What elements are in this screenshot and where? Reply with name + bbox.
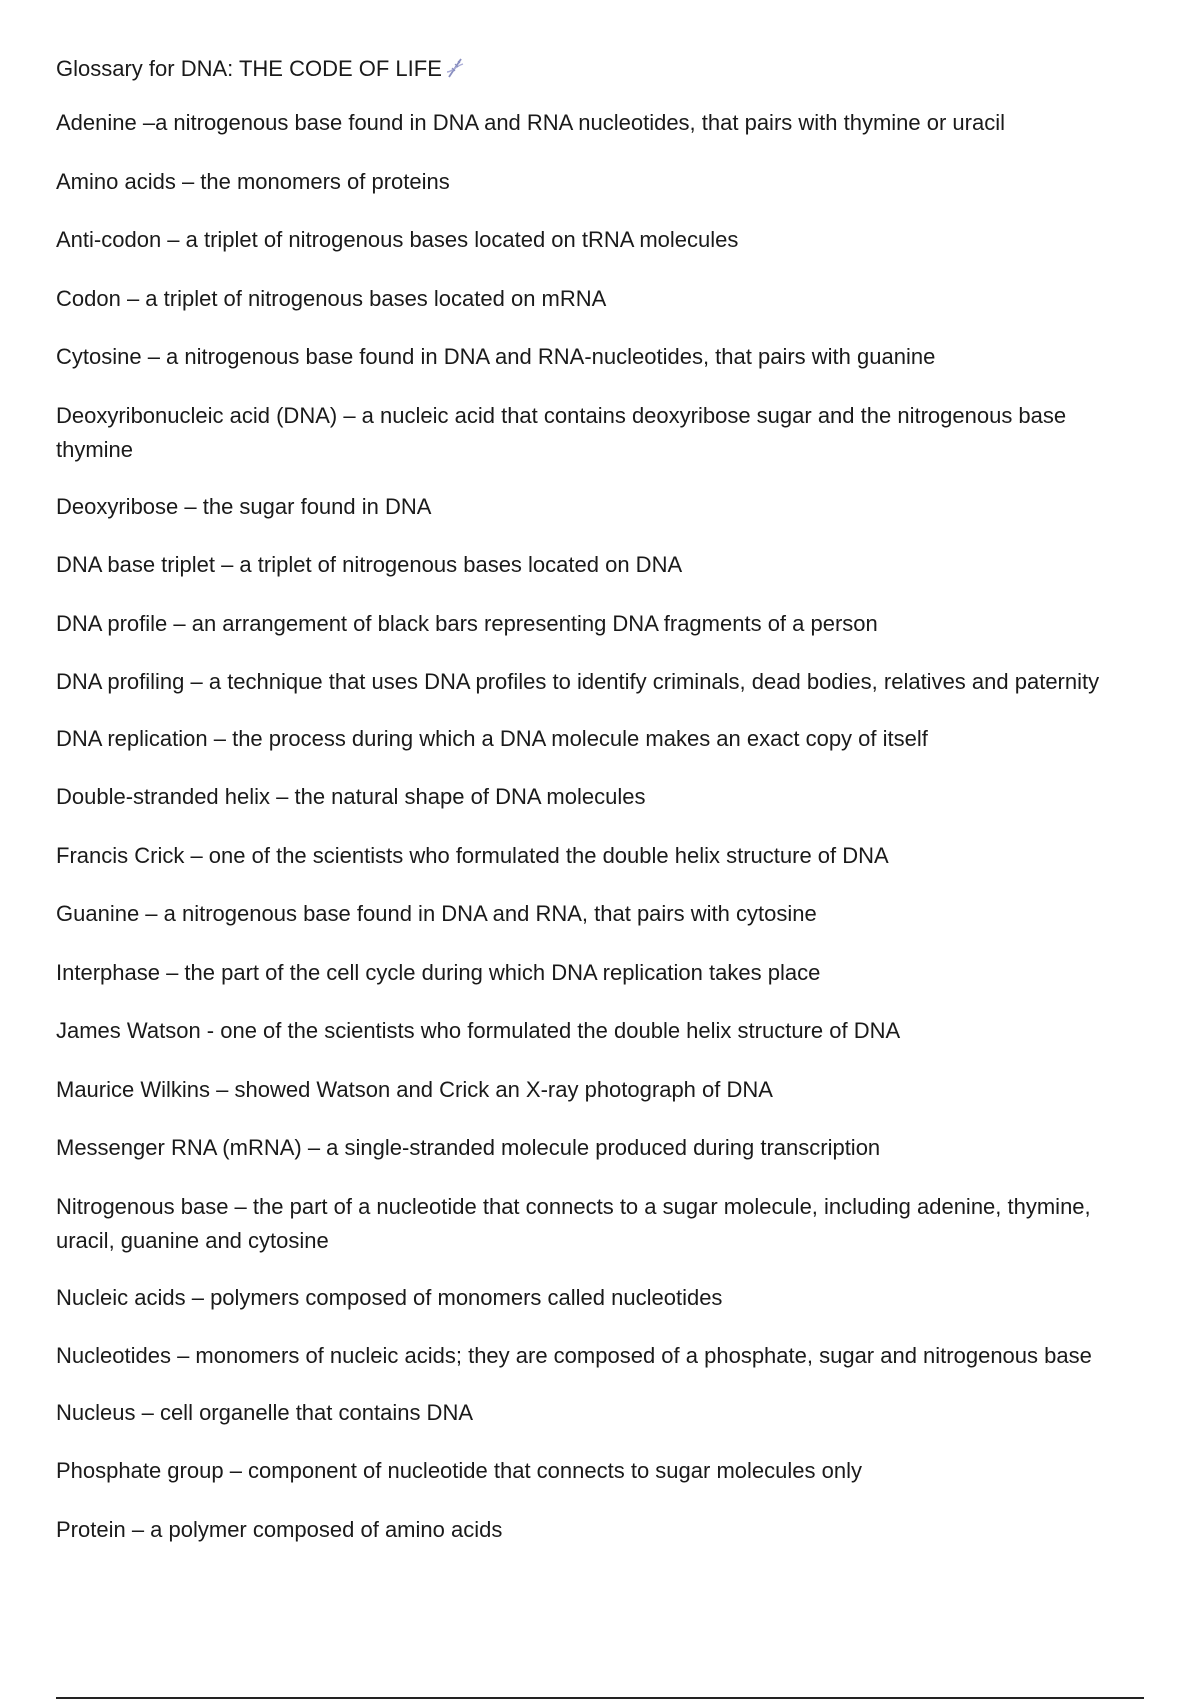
glossary-entry-double-stranded-helix: Double-stranded helix – the natural shape of DNA molecules [56,784,646,809]
glossary-entry-codon: Codon – a triplet of nitrogenous bases located on mRNA [56,285,607,311]
glossary-entry-deoxyribose: Deoxyribose – the sugar found in DNA [56,493,432,519]
glossary-entry-cytosine: Cytosine – a nitrogenous base found in DNA and RNA-nucleotides, that pairs with guanine [56,344,936,369]
dna-icon [443,56,467,80]
glossary-entry-dna-profiling: DNA profiling – a technique that uses DNA profiles to identify criminals, dead bodies, relatives and paternity [56,669,1100,694]
glossary-entry-amino-acids: Amino acids – the monomers of proteins [56,168,450,194]
glossary-entry-nucleus: Nucleus – cell organelle that contains DNA [56,1399,474,1425]
glossary-entry-dna-profile: DNA profile – an arrangement of black bars representing DNA fragments of a person [56,610,878,636]
glossary-entry-nitrogenous-base: Nitrogenous base – the part of a nucleotide that connects to a sugar molecule, including adenine, thymine, uracil, guanine and cytosine [56,1193,1091,1253]
glossary-entry-dna: Deoxyribonucleic acid (DNA) – a nucleic acid that contains deoxyribose sugar and the nitrogenous base thymine [56,402,1067,462]
glossary-list [56,106,1146,1547]
glossary-entry-maurice-wilkins: Maurice Wilkins – showed Watson and Crick an X-ray photograph of DNA [56,1076,773,1102]
footer-rule [56,1697,1144,1699]
glossary-entry-dna-base-triplet: DNA base triplet – a triplet of nitrogenous bases located on DNA [56,552,683,577]
glossary-entry-francis-crick: Francis Crick – one of the scientists who formulated the double helix structure of DNA [56,842,889,868]
page-title: Glossary for DNA: THE CODE OF LIFE [56,56,442,81]
glossary-entry-protein: Protein – a polymer composed of amino acids [56,1516,503,1542]
glossary-entry-adenine: Adenine –a nitrogenous base found in DNA and RNA nucleotides, that pairs with thymine or uracil [56,110,1006,135]
glossary-entry-nucleic-acids: Nucleic acids – polymers composed of monomers called nucleotides [56,1284,723,1310]
glossary-page [56,52,1146,1571]
glossary-entry-nucleotides: Nucleotides – monomers of nucleic acids; they are composed of a phosphate, sugar and nitrogenous base [56,1343,1092,1368]
glossary-entry-guanine: Guanine – a nitrogenous base found in DNA and RNA, that pairs with cytosine [56,901,817,926]
glossary-entry-dna-replication: DNA replication – the process during which a DNA molecule makes an exact copy of itself [56,725,928,751]
glossary-entry-messenger-rna: Messenger RNA (mRNA) – a single-stranded molecule produced during transcription [56,1135,881,1160]
glossary-entry-james-watson: James Watson - one of the scientists who formulated the double helix structure of DNA [56,1018,901,1043]
glossary-entry-phosphate-group: Phosphate group – component of nucleotide that connects to sugar molecules only [56,1458,862,1483]
glossary-entry-interphase: Interphase – the part of the cell cycle during which DNA replication takes place [56,959,821,985]
glossary-entry-anti-codon: Anti-codon – a triplet of nitrogenous bases located on tRNA molecules [56,227,739,252]
title-row [56,52,1146,86]
